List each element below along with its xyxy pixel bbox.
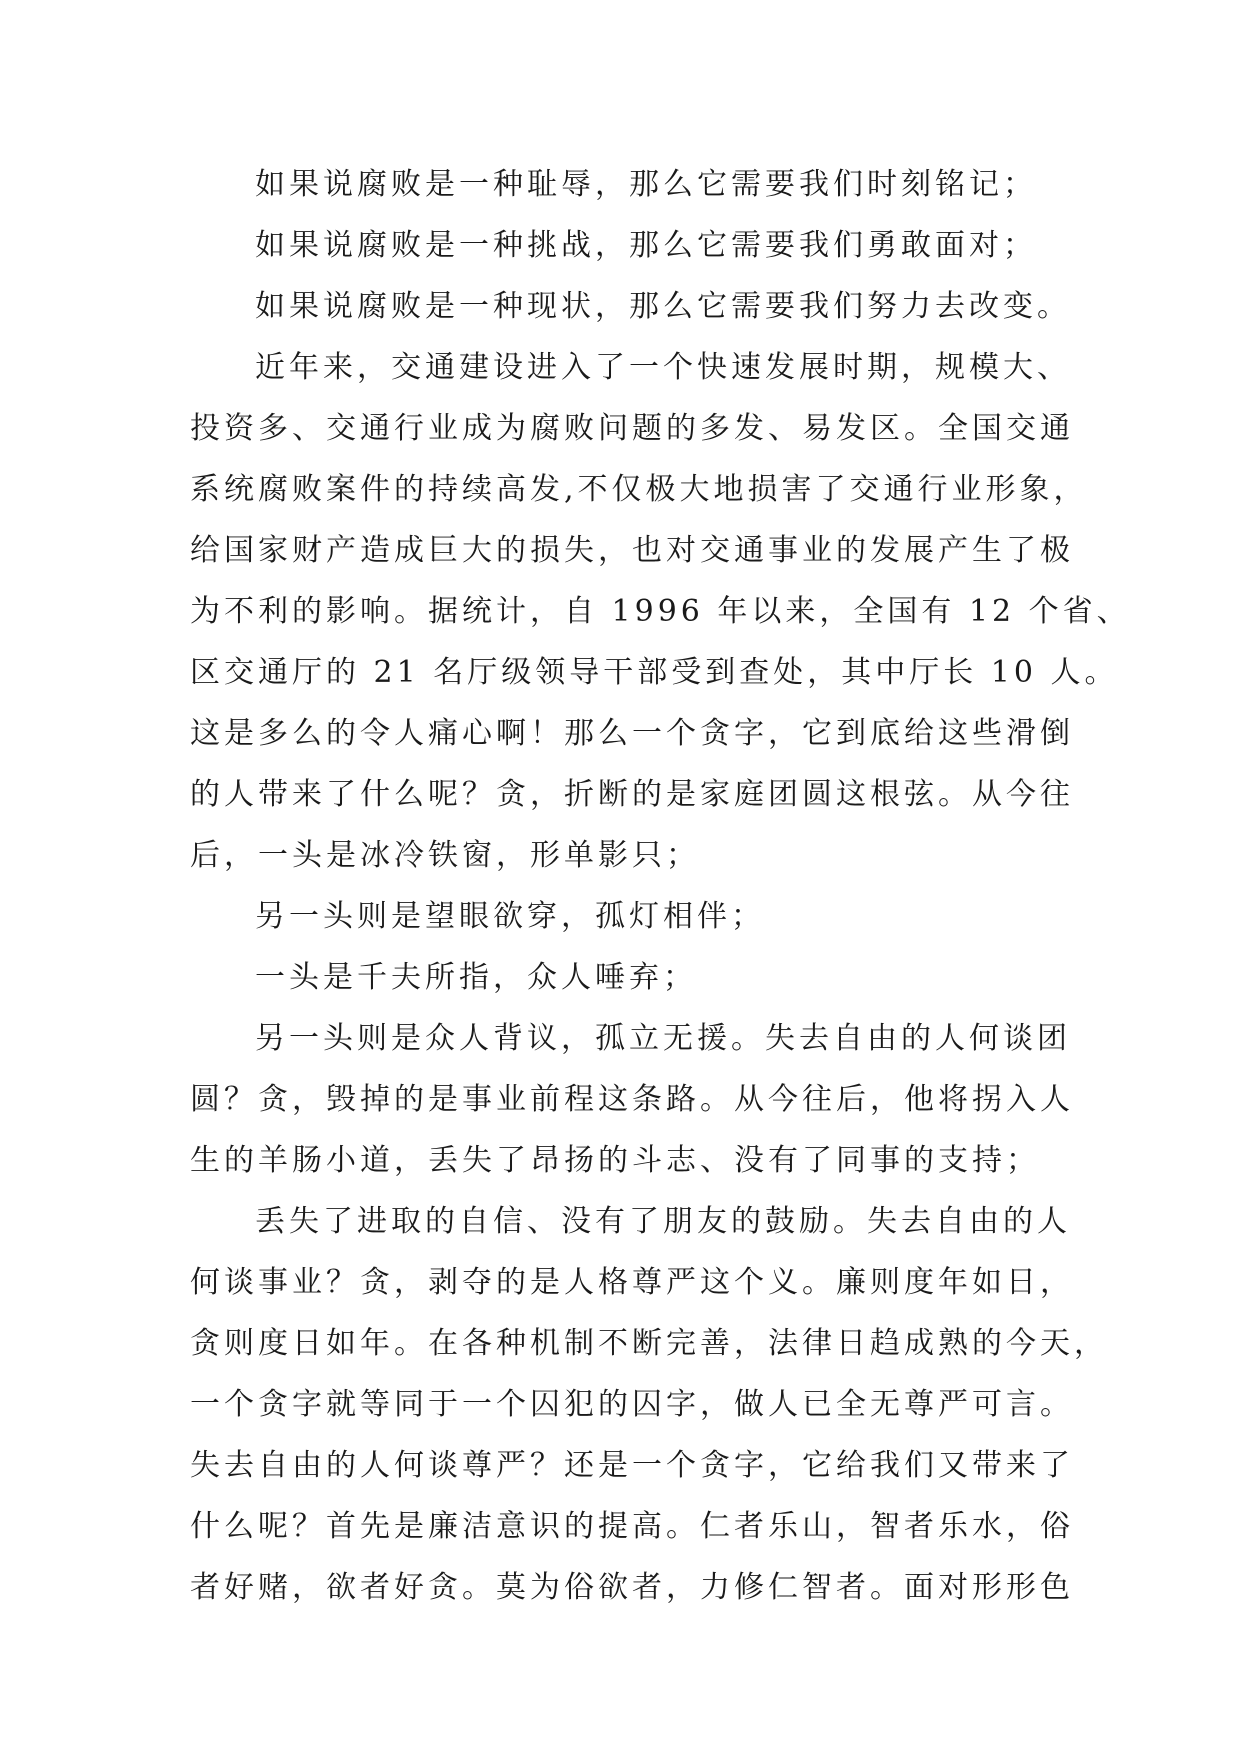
text-line: 如果说腐败是一种现状，那么它需要我们努力去改变。: [255, 289, 1071, 324]
text-line: 一个贪字就等同于一个囚犯的囚字，做人已全无尊严可言。: [190, 1387, 1074, 1422]
text-line: 生的羊肠小道，丢失了昂扬的斗志、没有了同事的支持；: [190, 1143, 1040, 1178]
text-line: 后，一头是冰冷铁窗，形单影只；: [190, 838, 700, 873]
text-line: 失去自由的人何谈尊严？还是一个贪字，它给我们又带来了: [190, 1448, 1074, 1483]
text-line: 什么呢？首先是廉洁意识的提高。仁者乐山，智者乐水，俗: [190, 1509, 1074, 1544]
text-line: 一头是千夫所指，众人唾弃；: [255, 960, 697, 995]
text-line: 系统腐败案件的持续高发,不仅极大地损害了交通行业形象，: [190, 472, 1088, 507]
text-line: 如果说腐败是一种挑战，那么它需要我们勇敢面对；: [255, 228, 1037, 263]
text-line: 如果说腐败是一种耻辱，那么它需要我们时刻铭记；: [255, 167, 1037, 202]
text-line: 近年来，交通建设进入了一个快速发展时期，规模大、: [255, 350, 1071, 385]
text-line: 另一头则是众人背议，孤立无援。失去自由的人何谈团: [255, 1021, 1071, 1056]
text-line: 区交通厅的 21 名厅级领导干部受到查处，其中厅长 10 人。: [190, 655, 1119, 690]
text-line: 这是多么的令人痛心啊！那么一个贪字，它到底给这些滑倒: [190, 716, 1074, 751]
text-line: 何谈事业？贪，剥夺的是人格尊严这个义。廉则度年如日，: [190, 1265, 1074, 1300]
text-line: 给国家财产造成巨大的损失，也对交通事业的发展产生了极: [190, 533, 1074, 568]
text-line: 者好赌，欲者好贪。莫为俗欲者，力修仁智者。面对形形色: [190, 1570, 1074, 1605]
text-line: 另一头则是望眼欲穿，孤灯相伴；: [255, 899, 765, 934]
text-line: 的人带来了什么呢？贪，折断的是家庭团圆这根弦。从今往: [190, 777, 1074, 812]
text-line: 丢失了进取的自信、没有了朋友的鼓励。失去自由的人: [255, 1204, 1071, 1239]
text-line: 贪则度日如年。在各种机制不断完善，法律日趋成熟的今天，: [190, 1326, 1108, 1361]
text-line: 投资多、交通行业成为腐败问题的多发、易发区。全国交通: [190, 411, 1074, 446]
text-line: 圆？贪，毁掉的是事业前程这条路。从今往后，他将拐入人: [190, 1082, 1074, 1117]
text-line: 为不利的影响。据统计，自 1996 年以来，全国有 12 个省、: [190, 594, 1131, 629]
